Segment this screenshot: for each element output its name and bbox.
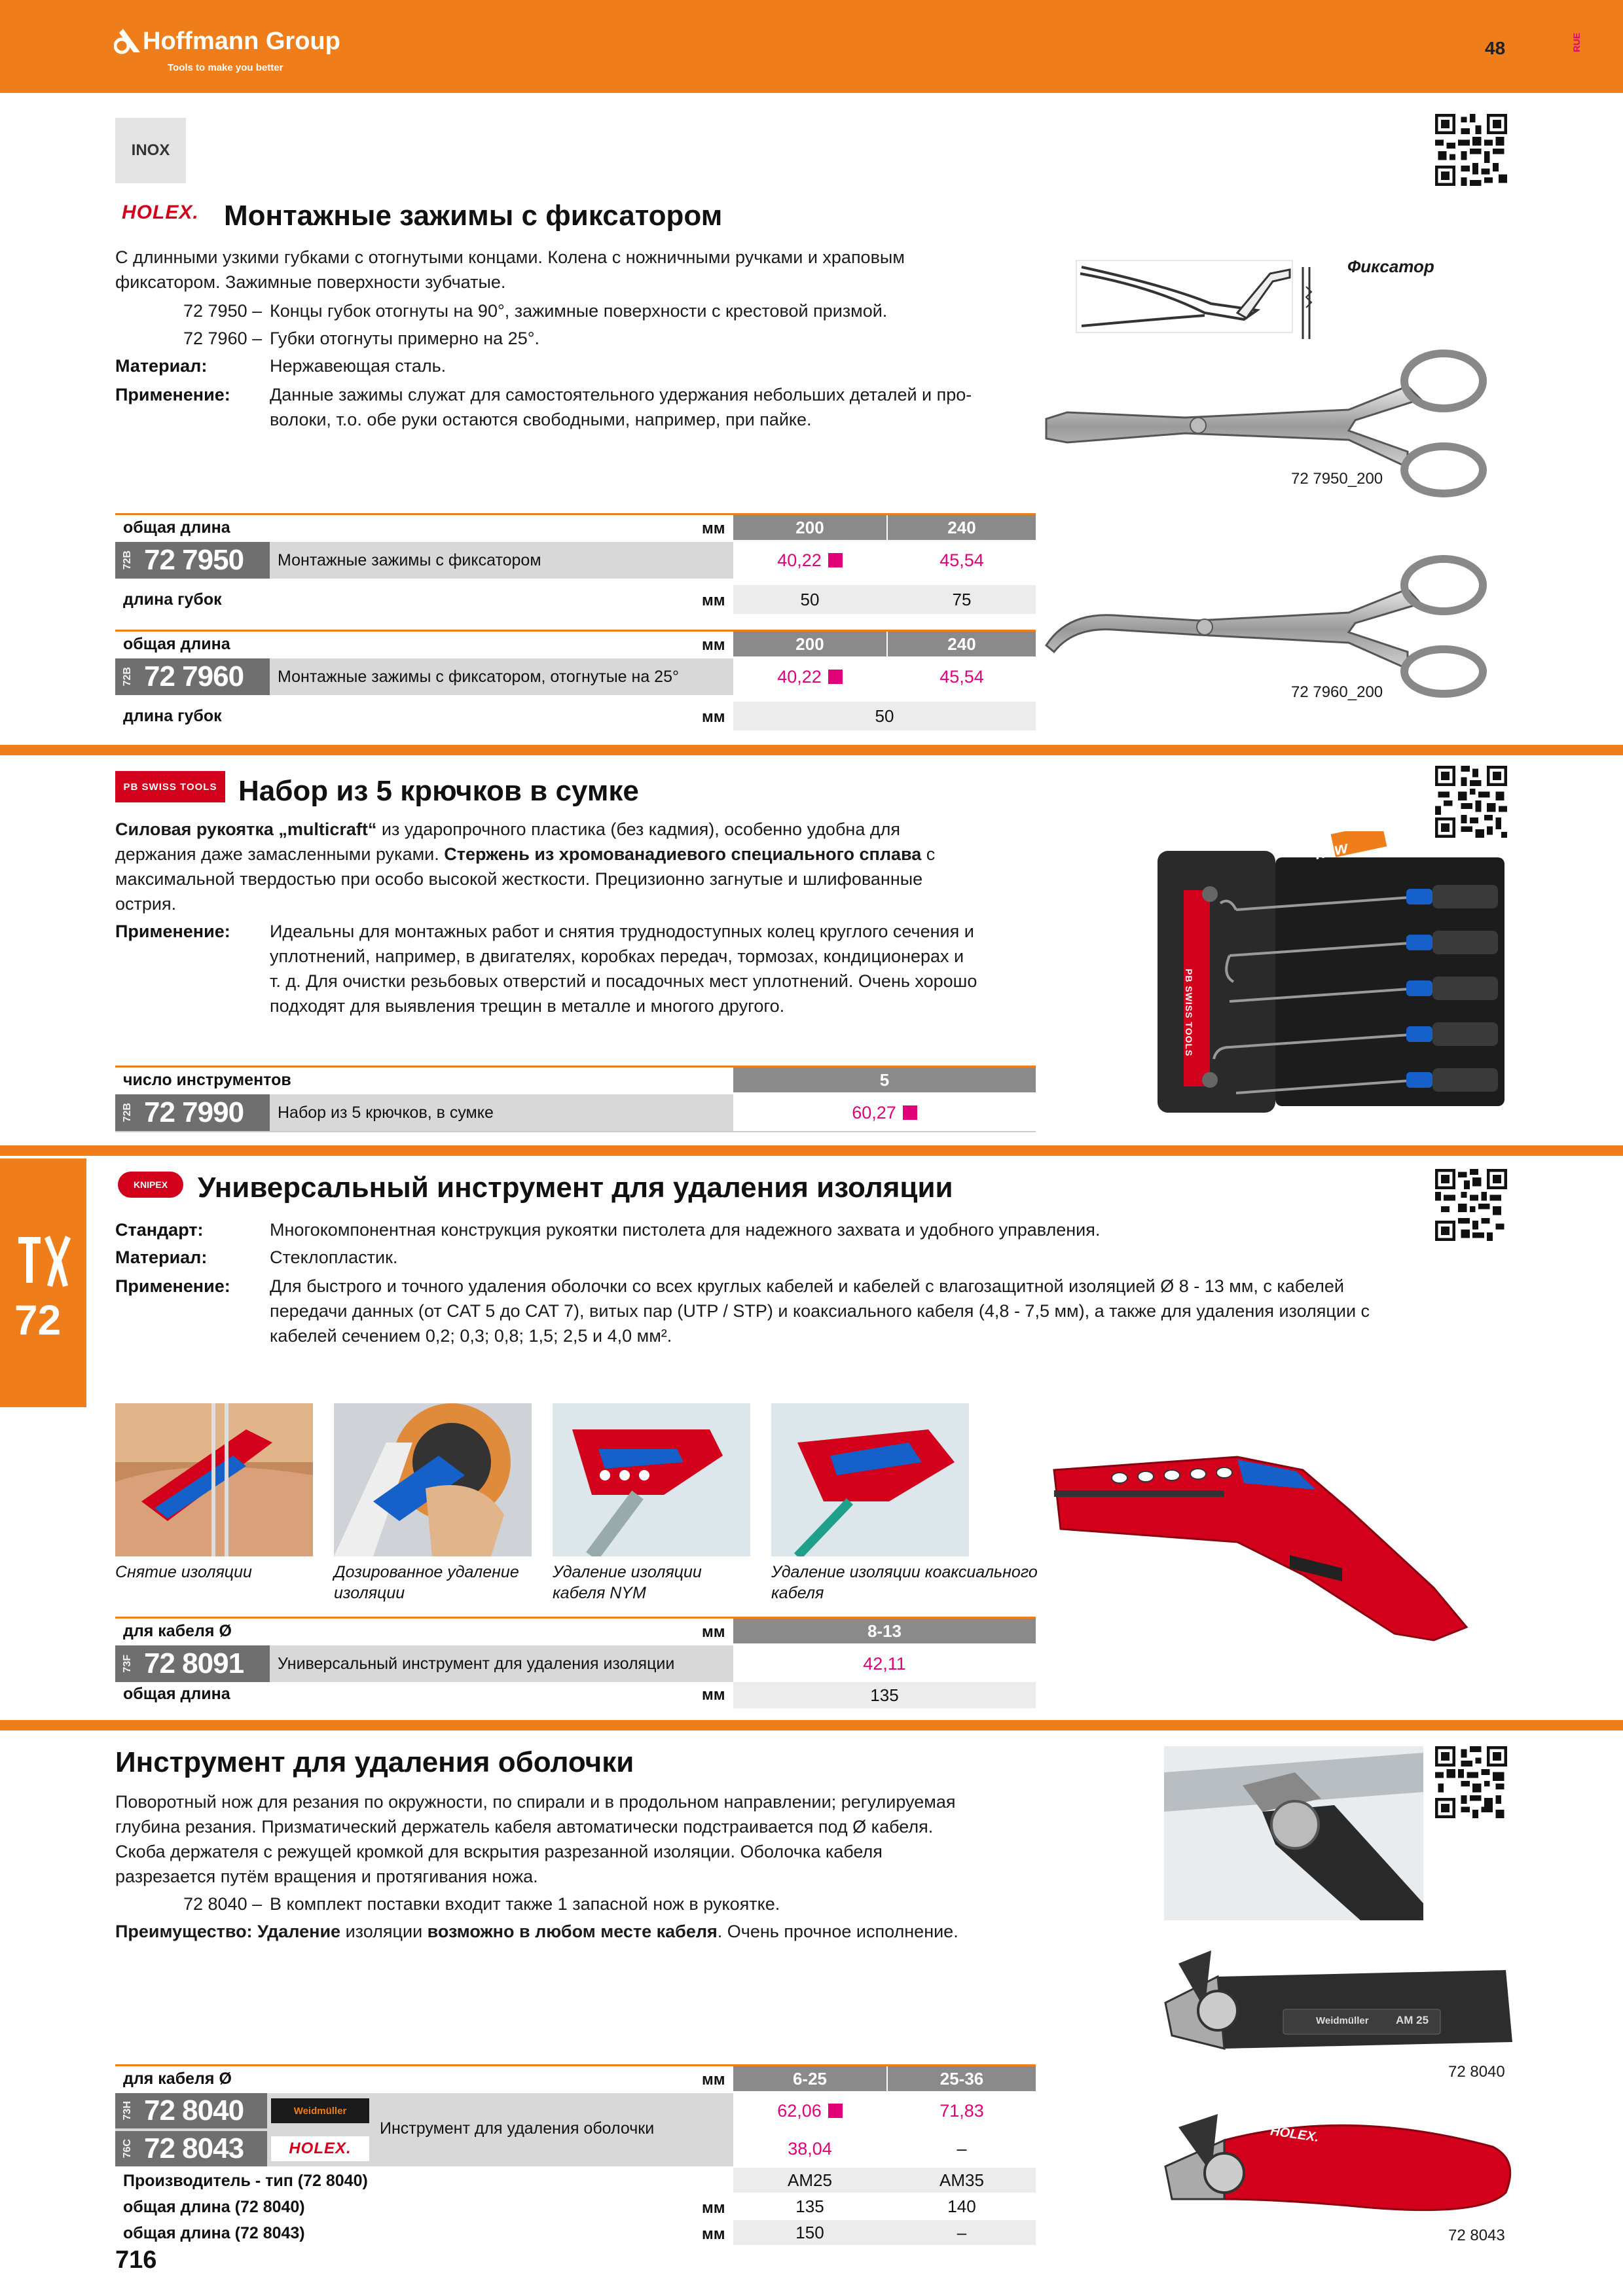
unit-label: мм (702, 592, 725, 609)
table-bottom-rule (115, 1131, 1036, 1132)
unit-label: мм (702, 1686, 725, 1704)
variant-code: 72 7950 – (183, 301, 263, 321)
tool-brand-label: Weidmüller (1316, 2015, 1369, 2026)
price-cell[interactable]: 62,06 (733, 2093, 886, 2128)
usage-text: Идеальны для монтажных работ и снятия труднодоступных колец круглого сечения и уплотнений, например, в двигателях, коробках передач, тормозах, кондиционерах и т. д. Для очистки резьбовых отверстий и посадочных мест уплотнений. Очень хорошо подходят для выявления трещин в металле и многого другого. (270, 922, 977, 1016)
tool-model-label: AM 25 (1396, 2014, 1429, 2026)
unit-label: мм (702, 520, 725, 537)
size-header: 200 (733, 632, 886, 656)
size-header: 6-25 (733, 2066, 886, 2091)
variant-code: 72 8040 – (183, 1894, 263, 1914)
variant-text: Концы губок отогнуты на 90°, зажимные поверхности с крестовой призмой. (270, 301, 888, 321)
size-header: 25-36 (888, 2066, 1036, 2091)
article-description: Инструмент для удаления оболочки (380, 2119, 655, 2138)
brand-name: Hoffmann Group (143, 27, 340, 55)
article-number-box[interactable]: 72B 72 7990 (115, 1094, 270, 1131)
photo-caption: Дозированное удаление изоляции (334, 1563, 519, 1602)
footer-page-number: 716 (115, 2246, 157, 2274)
value-cell: 135 (870, 1685, 899, 1705)
description-text: Поворотный нож для резания по окружности, по спирали и в продольном направлении; регулируемая глубина резания. Призматический держатель кабеля автоматически подстраивается под Ø кабеля. Скоба держателя с режущей кромкой для вскрытия разрезанной изоляции. Оболочка кабеля разрезается путём вращения и протягивания ножа. (115, 1792, 956, 1886)
pliers-icon (14, 1230, 73, 1289)
article-number-box[interactable]: 72B 72 7950 (115, 542, 270, 579)
section-title: Инструмент для удаления оболочки (115, 1746, 634, 1778)
row-label: Производитель - тип (72 8040) (123, 2172, 368, 2190)
new-badge: new (1313, 837, 1350, 863)
size-header: 240 (888, 515, 1036, 540)
holex-logo: HOLEX. (122, 202, 199, 223)
language-code: RUE (1571, 33, 1582, 52)
pb-swiss-tools-logo: PB SWISS TOOLS (115, 771, 225, 802)
value-cell: 135 (795, 2196, 824, 2216)
material-label: Материал: (115, 356, 208, 376)
unit-label: мм (702, 636, 725, 654)
image-caption: 72 7950_200 (1291, 470, 1383, 488)
stripping-photo (115, 1403, 313, 1556)
variant-text: В комплект поставки входит также 1 запасной нож в рукоятке. (270, 1894, 780, 1914)
stock-marker-icon (828, 2104, 843, 2118)
hoffmann-logo-icon (114, 26, 141, 55)
row-label: для кабеля Ø (123, 2070, 232, 2088)
tool-brand-label: HOLEX. (1269, 2123, 1320, 2145)
usage-label: Применение: (115, 1276, 230, 1296)
standard-text: Многокомпонентная конструкция рукоятки пистолета для надежного захвата и удобного управления. (270, 1220, 1101, 1240)
size-header: 200 (733, 515, 886, 540)
row-label: число инструментов (123, 1071, 291, 1089)
price-cell[interactable]: 40,22 (733, 658, 886, 695)
brand-tagline: Tools to make you better (168, 62, 283, 73)
article-description: Универсальный инструмент для удаления изоляции (278, 1655, 675, 1673)
value-cell: 50 (875, 706, 894, 726)
price-cell[interactable]: 60,27 (733, 1094, 1036, 1131)
price-cell[interactable]: 45,54 (939, 666, 984, 687)
row-label: длина губок (123, 590, 222, 609)
price-cell[interactable]: 45,54 (939, 550, 984, 570)
variant-text: Губки отогнуты примерно на 25°. (270, 329, 540, 348)
standard-label: Стандарт: (115, 1220, 204, 1240)
usage-text: Данные зажимы служат для самостоятельного удержания небольших деталей и про- волоки, т.о. обе руки остаются свободными, например, при пайке. (270, 385, 972, 429)
usage-label: Применение: (115, 385, 230, 404)
material-value: Нержавеющая сталь. (270, 356, 447, 376)
article-description: Монтажные зажимы с фиксатором, отогнутые на 25° (278, 668, 679, 686)
article-number-box[interactable]: 72B 72 7960 (115, 658, 270, 695)
row-label: для кабеля Ø (123, 1622, 232, 1640)
chapter-number: 72 (14, 1297, 62, 1344)
unit-label: мм (702, 2199, 725, 2217)
image-caption: 72 8040 (1448, 2063, 1505, 2081)
image-caption: 72 7960_200 (1291, 683, 1383, 701)
photo-caption: Снятие изоляции (115, 1563, 252, 1581)
hook-set-pouch-image (1144, 831, 1524, 1119)
price-cell[interactable]: 42,11 (863, 1653, 906, 1674)
weidmuller-stripper-image (1152, 1937, 1519, 2062)
section-divider (0, 1720, 1623, 1731)
inox-badge: INOX (115, 118, 186, 183)
value-cell: 150 (795, 2222, 824, 2242)
section-title: Набор из 5 крючков в сумке (238, 775, 639, 807)
size-header: 8-13 (733, 1619, 1036, 1643)
universal-stripper-image (1041, 1431, 1519, 1647)
qr-code-icon (1435, 1746, 1507, 1818)
cable-stripping-photo (1164, 1746, 1423, 1920)
clamp-tip-drawing (1074, 247, 1388, 346)
usage-label: Применение: (115, 922, 230, 941)
material-label: Материал: (115, 1247, 208, 1267)
price-cell[interactable]: 40,22 (733, 542, 886, 579)
row-label: общая длина (123, 635, 230, 653)
row-label: длина губок (123, 707, 222, 725)
stock-marker-icon (903, 1105, 917, 1120)
detail-label: Фиксатор (1347, 257, 1434, 276)
article-number-box[interactable]: 73F 72 8091 (115, 1645, 270, 1682)
usage-text: Для быстрого и точного удаления оболочки со всех круглых кабелей и кабелей с влагозащитной изоляцией Ø 8 - 13 мм, с кабелей передачи данных (от CAT 5 до CAT 7), витых пар (UTP / STP) и коаксиального кабеля (4,8 - 7,5 мм), а также для удаления изоляции с кабелей сечением 0,2; 0,3; 0,8; 1,5; 2,5 и 4,0 мм². (270, 1276, 1370, 1346)
holex-stripper-image (1152, 2101, 1519, 2225)
section-title: Монтажные зажимы с фиксатором (224, 200, 723, 232)
article-number-box[interactable]: 73H 72 8040 (115, 2093, 267, 2128)
value-cell: 140 (947, 2196, 976, 2216)
photo-caption: Удаление изоляции кабеля NYM (553, 1563, 702, 1602)
variant-code: 72 7960 – (183, 329, 263, 348)
row-label: общая длина (123, 518, 230, 537)
header-page-number: 48 (1485, 38, 1506, 58)
pouch-label: PB SWISS TOOLS (1184, 969, 1194, 1057)
row-label: общая длина (72 8043) (123, 2224, 305, 2242)
stock-marker-icon (828, 553, 843, 567)
image-caption: 72 8043 (1448, 2227, 1505, 2244)
value-cell: AM35 (939, 2170, 984, 2190)
description-text: Силовая рукоятка „multicraft“ из ударопрочного пластика (без кадмия), особенно удобна для держания даже замасленными руками. Стержень из хромованадиевого специального сплава с максимальной твердостью при особо высокой жесткости. Прецизионно загнутые и шлифованные острия. (115, 819, 936, 914)
unit-label: мм (702, 2225, 725, 2243)
advantage-text: Преимущество: Удаление изоляции возможно в любом месте кабеля. Очень прочное исполнение. (115, 1922, 958, 1941)
count-header: 5 (733, 1067, 1036, 1092)
unit-label: мм (702, 1623, 725, 1641)
qr-code-icon (1435, 1169, 1507, 1241)
row-label: общая длина (72 8040) (123, 2198, 305, 2216)
value-cell: AM25 (788, 2170, 832, 2190)
stock-marker-icon (828, 670, 843, 684)
article-description: Монтажные зажимы с фиксатором (278, 551, 541, 569)
size-header: 240 (888, 632, 1036, 656)
price-cell[interactable]: – (957, 2138, 967, 2159)
chapter-side-tab (0, 1158, 86, 1407)
article-description: Набор из 5 крючков, в сумке (278, 1103, 494, 1122)
knipex-logo: KNIPEX (118, 1172, 183, 1198)
section-title: Универсальный инструмент для удаления изоляции (198, 1172, 953, 1204)
unit-label: мм (702, 2071, 725, 2089)
coax-cable-stripping-photo (771, 1403, 969, 1556)
value-cell: 75 (952, 589, 972, 609)
weidmuller-logo: Weidmüller (271, 2098, 369, 2123)
photo-caption: Удаление изоляции коаксиального кабеля (771, 1563, 1038, 1602)
section-divider (0, 745, 1623, 755)
value-cell: 50 (800, 589, 820, 609)
price-cell[interactable]: 38,04 (788, 2138, 832, 2159)
qr-code-icon (1435, 766, 1507, 838)
value-cell: – (957, 2222, 967, 2242)
qr-code-icon (1435, 114, 1507, 186)
row-label: общая длина (123, 1685, 230, 1703)
holex-logo: HOLEX. (271, 2136, 369, 2161)
price-cell[interactable]: 71,83 (939, 2100, 984, 2121)
metered-stripping-photo (334, 1403, 532, 1556)
intro-text: С длинными узкими губками с отогнутыми концами. Колена с ножничными ручками и храповым фиксатором. Зажимные поверхности зубчатые. (115, 247, 905, 292)
material-value: Стеклопластик. (270, 1247, 398, 1267)
bent-locking-clamp-image (1041, 547, 1512, 698)
section-divider (0, 1145, 1623, 1156)
locking-clamp-image (1041, 347, 1512, 497)
nym-cable-stripping-photo (553, 1403, 750, 1556)
article-number-box[interactable]: 76C 72 8043 (115, 2131, 267, 2166)
unit-label: мм (702, 708, 725, 726)
